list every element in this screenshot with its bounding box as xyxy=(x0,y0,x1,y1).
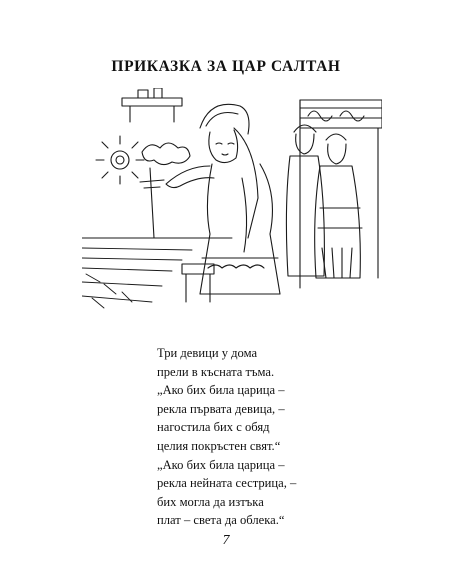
verse-line: „Ако бих била царица – xyxy=(157,457,285,472)
distaff-drawing xyxy=(140,168,164,238)
verse-line: прели в късната тъма. xyxy=(157,364,275,379)
verse-line: „Ако бих била царица – xyxy=(157,383,285,398)
verse-line: нагостила бих с обяд xyxy=(157,420,270,435)
verse-line: плат – света да облека.“ xyxy=(157,513,285,528)
page-title: ПРИКАЗКА ЗА ЦАР САЛТАН xyxy=(111,58,341,75)
two-sisters-drawing xyxy=(286,125,362,278)
verse-line: бих могла да изтъка xyxy=(157,494,264,509)
verse-stanza xyxy=(157,344,377,530)
page-number: 7 xyxy=(222,533,230,548)
lamp-drawing xyxy=(96,136,144,184)
verse-line: Три девици у дома xyxy=(157,346,258,360)
verse-line: рекла първата девица, – xyxy=(157,401,285,416)
verse-line: рекла нейната сестрица, – xyxy=(157,476,297,491)
shelf-drawing xyxy=(122,88,182,122)
yarn-drawing xyxy=(142,143,190,165)
spinning-woman-drawing xyxy=(166,104,280,302)
verse-line: целия покръстен свят.“ xyxy=(157,438,281,453)
three-maidens-spinning-illustration xyxy=(82,88,382,316)
